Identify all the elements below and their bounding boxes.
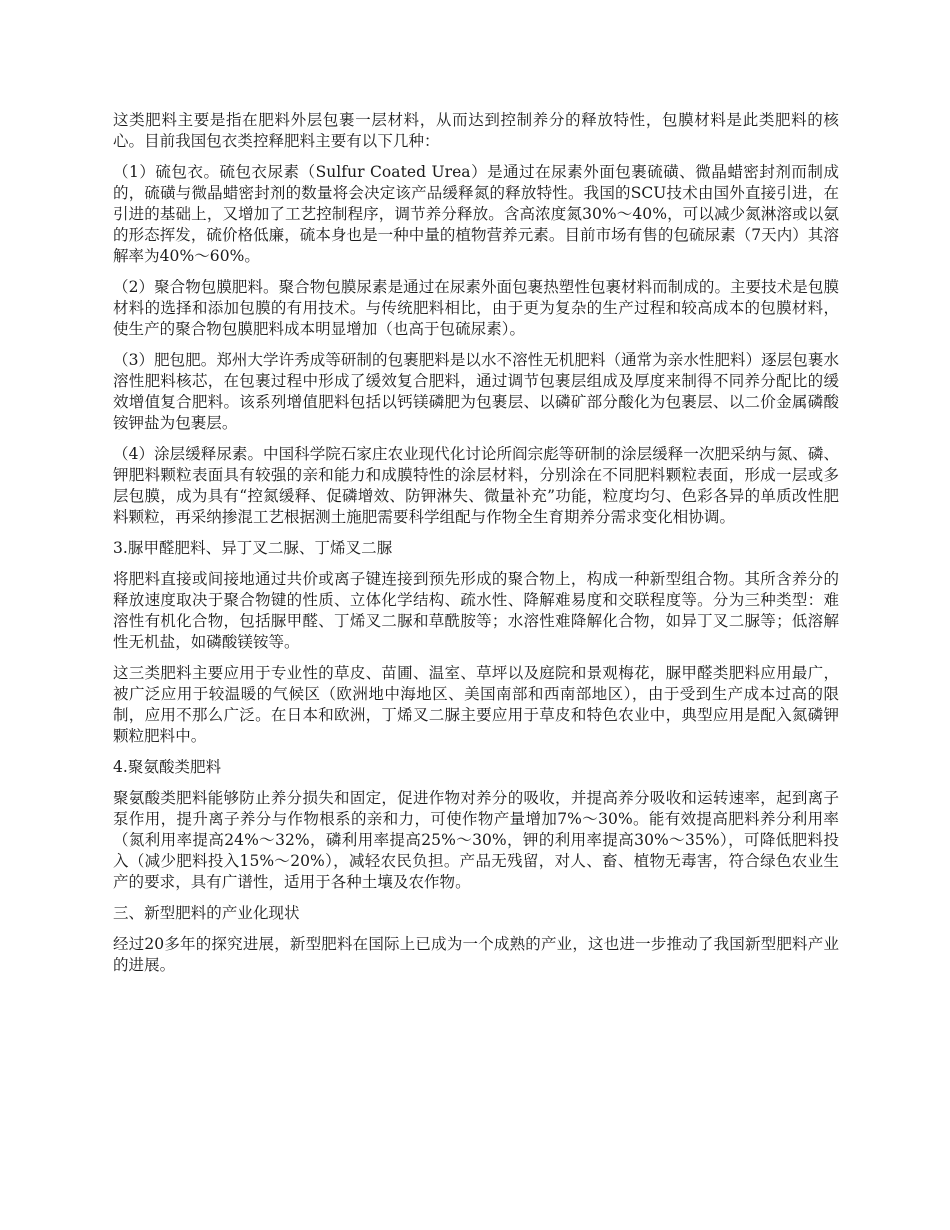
paragraph-polymer-coating: （2）聚合物包膜肥料。聚合物包膜尿素是通过在尿素外面包裹热塑性包裹材料而制成的。主要技术是包膜材料的选择和添加包膜的有用技术。与传统肥料相比，由于更为复杂的生产过程和较高成本的包膜材料，使生产的聚合物包膜肥料成本明显增加（也高于包硫尿素）。 (113, 278, 839, 338)
document-body (113, 110, 839, 986)
paragraph-polymer-bonding: 将肥料直接或间接地通过共价或离子键连接到预先形成的聚合物上，构成一种新型组合物。其所含养分的释放速度取决于聚合物键的性质、立体化学结构、疏水性、降解难易度和交联程度等。分为三种类型：难溶性有机化合物，包括脲甲醛、丁烯叉二脲和草酰胺等；水溶性难降解化合物，如异丁叉二脲等；低溶解性无机盐，如磷酸镁铵等。 (113, 570, 839, 651)
paragraph-intro: 这类肥料主要是指在肥料外层包裹一层材料，从而达到控制养分的释放特性，包膜材料是此类肥料的核心。目前我国包衣类控释肥料主要有以下几种： (113, 111, 839, 150)
paragraph-polyamino-acid: 聚氨酸类肥料能够防止养分损失和固定，促进作物对养分的吸收，并提高养分吸收和运转速率，起到离子泵作用，提升离子养分与作物根系的亲和力，可使作物产量增加7%～30%。能有效提高肥料养分利用率（氮利用率提高24%～32%，磷利用率提高25%～30%，钾的利用率提高30%～35%），可降低肥料投入（减少肥料投入15%～20%），减轻农民负担。产品无残留，对人、畜、植物无毒害，符合绿色农业生产的要求，具有广谱性，适用于各种土壤及农作物。 (113, 789, 839, 891)
paragraph-coated-slow-release-urea: （4）涂层缓释尿素。中国科学院石家庄农业现代化讨论所阎宗彪等研制的涂层缓释一次肥采纳与氮、磷、钾肥料颗粒表面具有较强的亲和能力和成膜特性的涂层材料，分别涂在不同肥料颗粒表面，形成一层或多层包膜，成为具有“控氮缓释、促磷增效、防钾淋失、微量补充”功能，粒度均匀、色彩各异的单质改性肥料颗粒，再采纳掺混工艺根据测土施肥需要科学组配与作物全生育期养分需求变化相协调。 (113, 445, 839, 526)
paragraph-sulfur-coating: （1）硫包衣。硫包衣尿素（Sulfur Coated Urea）是通过在尿素外面包裹硫磺、微晶蜡密封剂而制成的，硫磺与微晶蜡密封剂的数量将会决定该产品缓释氮的释放特性。我国的SCU技术由国外直接引进，在引进的基础上，又增加了工艺控制程序，调节养分释放。含高浓度氮30%～40%，可以减少氮淋溶或以氨的形态挥发，硫价格低廉，硫本身也是一种中量的植物营养元素。目前市场有售的包硫尿素（7天内）其溶解率为40%～60%。 (113, 163, 839, 265)
section-heading-polyamino-acid: 4.聚氨酸类肥料 (113, 758, 222, 776)
paragraph-applications: 这三类肥料主要应用于专业性的草皮、苗圃、温室、草坪以及庭院和景观梅花，脲甲醛类肥料应用最广，被广泛应用于较温暖的气候区（欧洲地中海地区、美国南部和西南部地区），由于受到生产成本过高的限制，应用不那么广泛。在日本和欧洲，丁烯叉二脲主要应用于草皮和特色农业中，典型应用是配入氮磷钾颗粒肥料中。 (113, 664, 839, 745)
section-heading-urea-formaldehyde: 3.脲甲醛肥料、异丁叉二脲、丁烯叉二脲 (113, 539, 393, 557)
section-heading-industrialization: 三、新型肥料的产业化现状 (113, 904, 300, 922)
paragraph-fertilizer-coated-fertilizer: （3）肥包肥。郑州大学许秀成等研制的包裹肥料是以水不溶性无机肥料（通常为亲水性肥料）逐层包裹水溶性肥料核芯，在包裹过程中形成了缓效复合肥料，通过调节包裹层组成及厚度来制得不同养分配比的缓效增值复合肥料。该系列增值肥料包括以钙镁磷肥为包裹层、以磷矿部分酸化为包裹层、以二价金属磷酸铵钾盐为包裹层。 (113, 351, 839, 432)
paragraph-industrialization: 经过20多年的探究进展，新型肥料在国际上已成为一个成熟的产业，这也进一步推动了我国新型肥料产业的进展。 (113, 935, 839, 974)
